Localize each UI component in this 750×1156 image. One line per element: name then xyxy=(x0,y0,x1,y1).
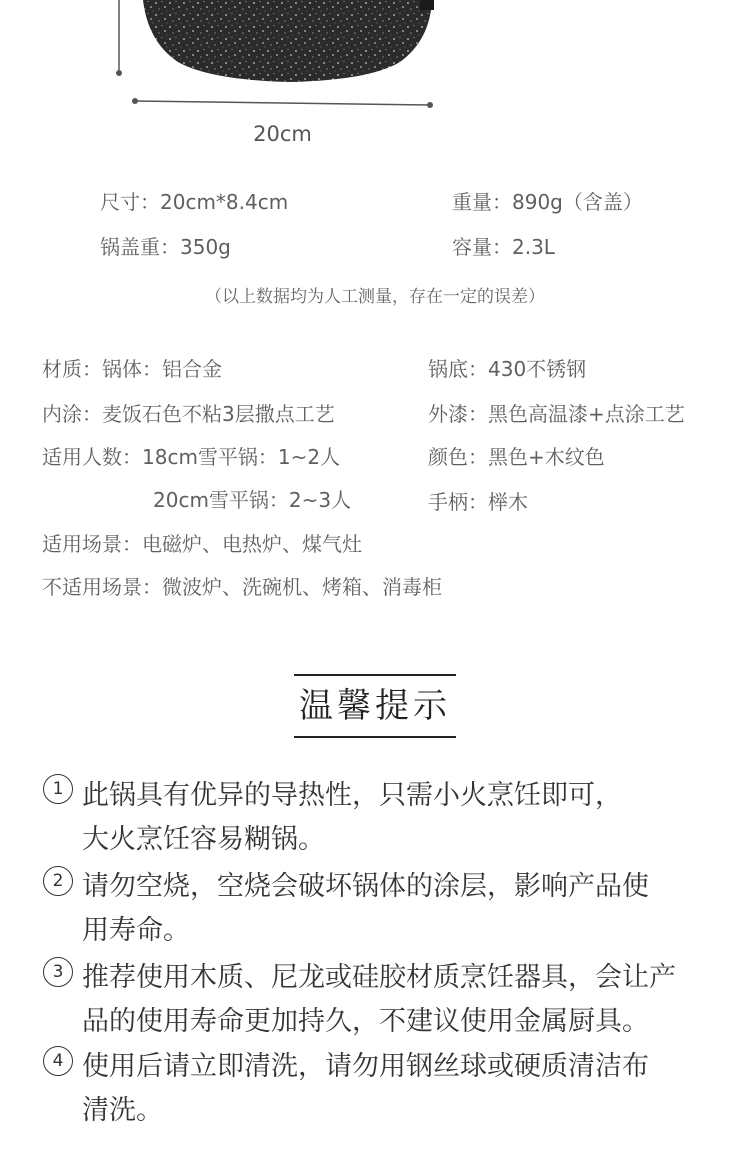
tip-4-line-1: 使用后请立即清洗，请勿用钢丝球或硬质清洁布 xyxy=(82,1051,649,1082)
tip-number-2: 2 xyxy=(43,866,73,896)
dimension-label: 20cm xyxy=(253,122,312,146)
tip-1-line-2: 大火烹饪容易糊锅。 xyxy=(82,824,325,855)
material-body: 材质：锅体：铝合金 xyxy=(42,357,222,381)
pot-illustration xyxy=(0,0,750,110)
material-bottom: 锅底：430不锈钢 xyxy=(428,357,587,381)
unsuitable-scenes: 不适用场景：微波炉、洗碗机、烤箱、消毒柜 xyxy=(42,575,442,599)
tip-4-line-2: 清洗。 xyxy=(82,1095,163,1126)
material-handle: 手柄：榉木 xyxy=(428,490,528,514)
spec-lid-weight: 锅盖重：350g xyxy=(100,235,231,259)
product-image xyxy=(0,0,750,110)
suitable-people-20cm: 20cm雪平锅：2~3人 xyxy=(153,488,352,512)
suitable-people-18cm: 适用人数：18cm雪平锅：1~2人 xyxy=(42,445,341,469)
tip-2-line-1: 请勿空烧，空烧会破坏锅体的涂层，影响产品使 xyxy=(82,871,649,902)
material-outer-paint: 外漆：黑色高温漆+点涂工艺 xyxy=(428,402,685,426)
spec-weight: 重量：890g（含盖） xyxy=(452,190,643,214)
material-inner-coating: 内涂：麦饭石色不粘3层撒点工艺 xyxy=(42,402,335,426)
tips-title: 温馨提示 xyxy=(294,674,456,738)
material-color: 颜色：黑色+木纹色 xyxy=(428,445,605,469)
tip-2-line-2: 用寿命。 xyxy=(82,915,190,946)
suitable-scenes: 适用场景：电磁炉、电热炉、煤气灶 xyxy=(42,532,362,556)
tip-3-line-2: 品的使用寿命更加持久，不建议使用金属厨具。 xyxy=(82,1006,649,1037)
tip-number-3: 3 xyxy=(43,957,73,987)
tip-number-1: 1 xyxy=(43,774,73,804)
tip-number-4: 4 xyxy=(43,1046,73,1076)
tip-3-line-1: 推荐使用木质、尼龙或硅胶材质烹饪器具，会让产 xyxy=(82,962,676,993)
spec-capacity: 容量：2.3L xyxy=(452,235,555,259)
measurement-note: （以上数据均为人工测量，存在一定的误差） xyxy=(205,287,545,307)
tip-1-line-1: 此锅具有优异的导热性，只需小火烹饪即可， xyxy=(82,780,622,811)
spec-size: 尺寸：20cm*8.4cm xyxy=(100,190,289,214)
